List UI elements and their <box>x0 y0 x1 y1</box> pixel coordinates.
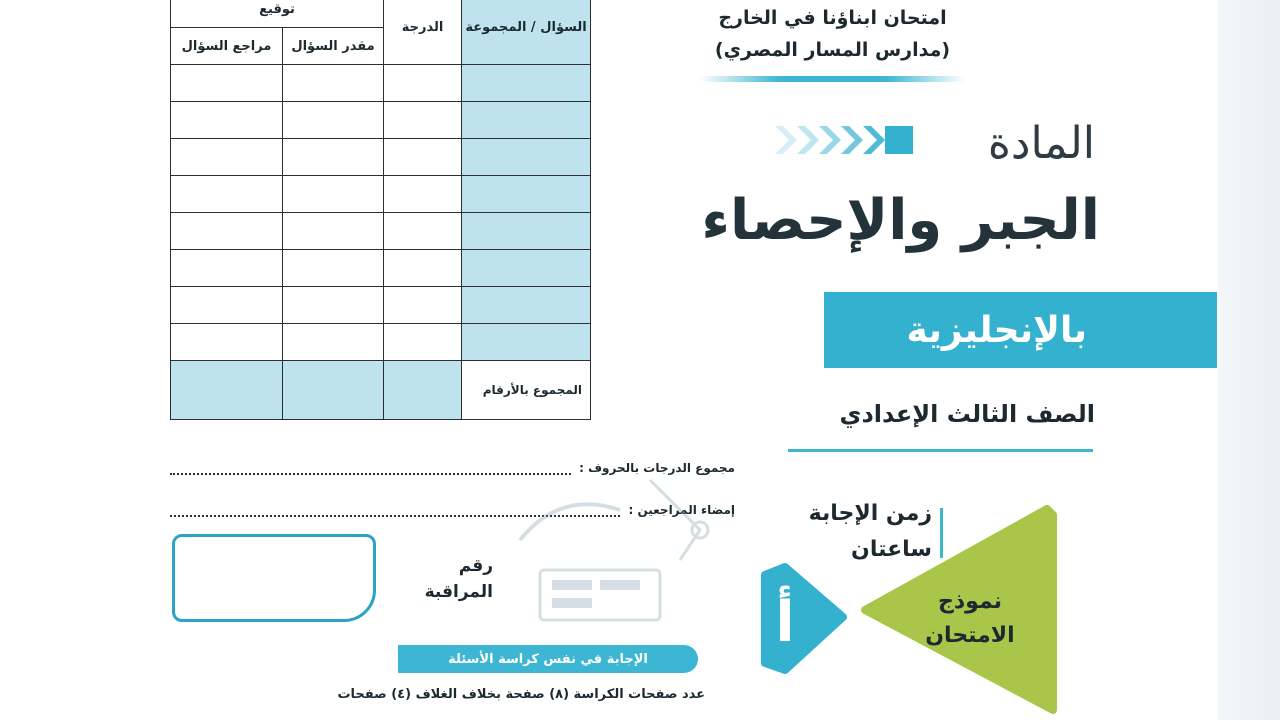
table-row <box>171 250 591 287</box>
exam-model-label: نموذج الامتحان <box>925 589 1015 648</box>
total-label: المجموع بالأرقام <box>462 361 591 420</box>
grade-underline <box>788 449 1093 452</box>
title-underline <box>700 76 965 82</box>
table-row <box>171 65 591 102</box>
reviewer-header: مراجع السؤال <box>171 28 283 65</box>
language-band <box>824 292 1217 368</box>
table-row <box>171 139 591 176</box>
chevron-arrows-icon <box>775 118 915 162</box>
exam-title: امتحان ابناؤنا في الخارج (مدارس المسار المصري) <box>714 7 951 61</box>
total-row <box>171 361 591 420</box>
reviewers-signature-label: إمضاء المراجعين : <box>628 503 735 517</box>
subject-name: الجبر والإحصاء <box>701 188 1100 253</box>
background-illustration <box>500 470 730 630</box>
answer-time: زمن الإجابة ساعتان <box>808 501 932 562</box>
grade-level: الصف الثالث الإعدادي <box>839 400 1095 428</box>
total-letters-label: مجموع الدرجات بالحروف : <box>579 461 735 475</box>
table-row <box>171 213 591 250</box>
subject-label: المادة <box>987 118 1095 169</box>
estimator-header: مقدر السؤال <box>283 28 384 65</box>
group-header: السؤال / المجموعة <box>462 0 591 65</box>
table-row <box>171 176 591 213</box>
model-letter: أ <box>775 590 795 655</box>
grades-table <box>170 0 591 420</box>
language-label: بالإنجليزية <box>906 309 1087 351</box>
table-row <box>171 102 591 139</box>
grade-header: الدرجة <box>384 0 462 65</box>
pages-note: عدد صفحات الكراسة (٨) صفحة بخلاف الغلاف (٤) صفحات <box>337 687 705 702</box>
answer-notice: الإجابة في نفس كراسة الأسئلة <box>398 645 698 673</box>
page-edge <box>1218 0 1280 720</box>
table-row <box>171 324 591 361</box>
table-row <box>171 287 591 324</box>
control-number-label: رقم المراقبة <box>424 556 493 602</box>
control-number-box[interactable] <box>172 534 376 622</box>
signature-header: توقيع <box>171 0 384 28</box>
